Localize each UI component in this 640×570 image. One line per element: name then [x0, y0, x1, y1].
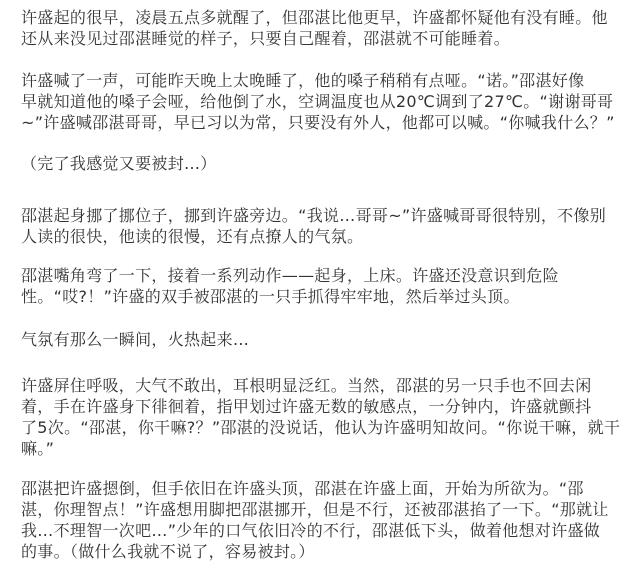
text-line: （完了我感觉又要被封…） [21, 154, 217, 173]
paragraph [21, 265, 633, 307]
text-line: 湛，你理智点！”许盛想用脚把邵湛挪开，但是不行，还被邵湛掐了一下。“那就让 [21, 500, 609, 519]
paragraph [21, 478, 633, 562]
text-line: 许盛喊了一声，可能昨天晚上太晚睡了，他的嗓子稍稍有点哑。“诺。”邵湛好像 [21, 71, 585, 90]
text-line: 气氛有那么一瞬间，火热起来… [21, 330, 250, 349]
text-line: 着，手在许盛身下徘徊着，指甲划过许盛无数的敏感点，一分钟内，许盛就颤抖 [21, 397, 592, 416]
text-line: 人读的很快，他读的很慢，还有点撩人的气氛。 [21, 227, 364, 246]
paragraph [21, 7, 633, 49]
text-line: 我…不理智一次吧…”少年的口气依旧冷的不行，邵湛低下头，做着他想对许盛做 [21, 521, 601, 540]
paragraph [21, 205, 633, 247]
text-line: 许盛起的很早，凌晨五点多就醒了，但邵湛比他更早，许盛都怀疑他有没有睡。他 [21, 8, 608, 27]
paragraph [21, 375, 633, 459]
text-line: 嘛。” [21, 439, 55, 458]
text-line: 的事。（做什么我就不说了，容易被封。） [21, 542, 315, 561]
text-line: 早就知道他的嗓子会哑，给他倒了水，空调温度也从20℃调到了27℃。“谢谢哥哥 [21, 92, 614, 111]
text-line: 了5次。“邵湛，你干嘛?？”邵湛的没说话，他认为许盛明知故问。“你说干嘛，就干 [21, 418, 621, 437]
text-line: 邵湛把许盛摁倒，但手依旧在许盛头顶，邵湛在许盛上面，开始为所欲为。“邵 [21, 479, 584, 498]
text-line: 邵湛起身挪了挪位子，挪到许盛旁边。“我说…哥哥~”许盛喊哥哥很特别，不像别 [21, 206, 607, 225]
paragraph [21, 153, 633, 174]
text-line: ~”许盛喊邵湛哥哥，早已习以为常，只要没有外人，他都可以喊。“你喊我什么？” [21, 113, 615, 132]
text-line: 性。“哎?！”许盛的双手被邵湛的一只手抓得牢牢地，然后举过头顶。 [21, 287, 520, 306]
text-line: 邵湛嘴角弯了一下，接着一系列动作——起身，上床。许盛还没意识到危险 [21, 266, 559, 285]
paragraph [21, 329, 633, 350]
paragraph [21, 70, 633, 133]
text-line: 许盛屏住呼吸，大气不敢出，耳根明显泛红。当然，邵湛的另一只手也不回去闲 [21, 376, 592, 395]
text-line: 还从来没见过邵湛睡觉的样子，只要自己醒着，邵湛就不可能睡着。 [21, 29, 511, 48]
